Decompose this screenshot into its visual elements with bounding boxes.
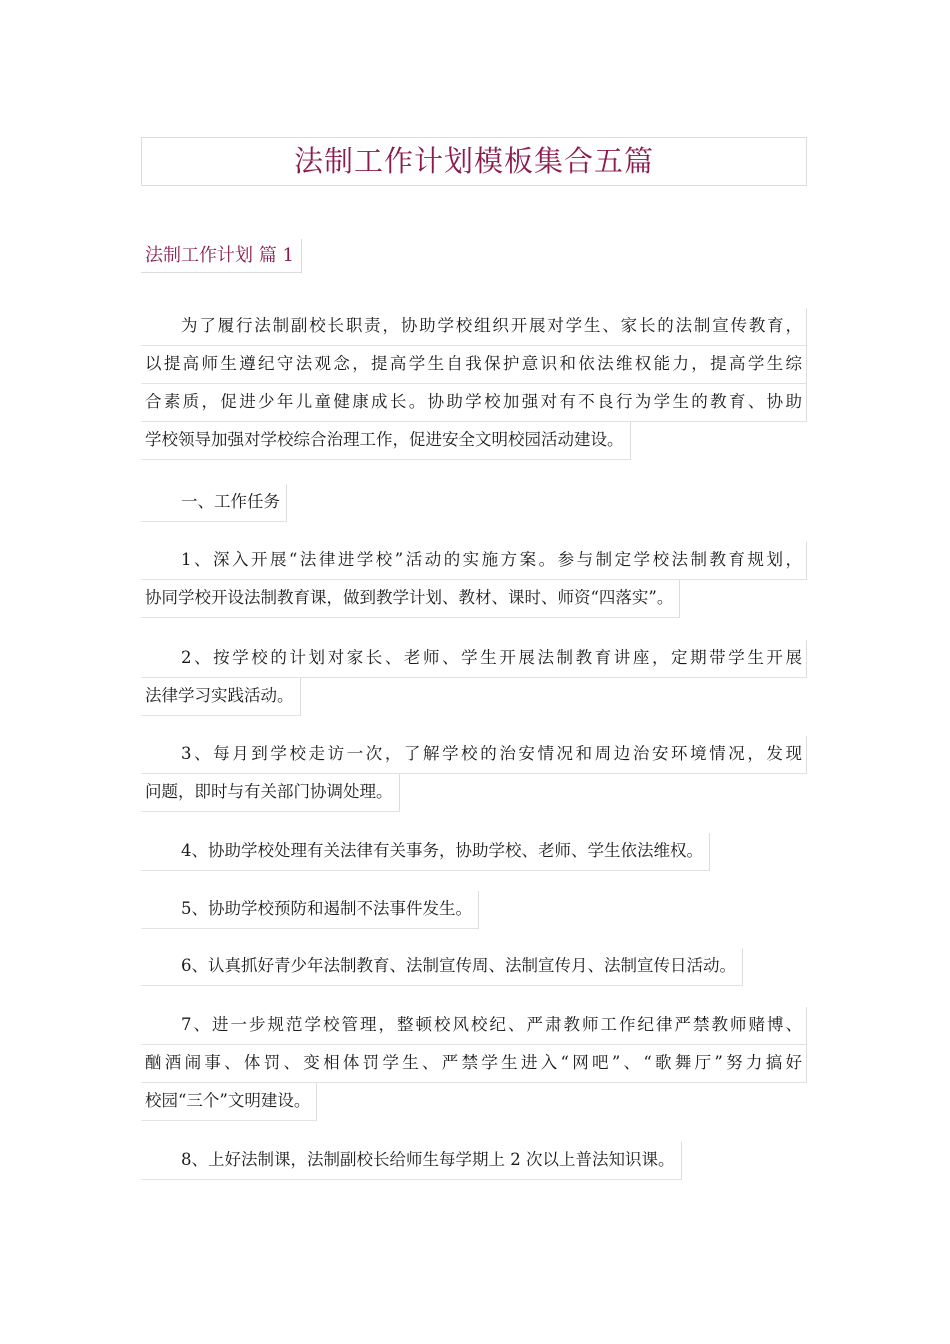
task-heading: 一、工作任务 bbox=[141, 484, 287, 522]
task-item-1 bbox=[141, 542, 807, 618]
paragraph-line: 合素质，促进少年儿童健康成长。协助学校加强对有不良行为学生的教育、协助 bbox=[141, 384, 807, 422]
paragraph-line: 1、深入开展“法律进学校”活动的实施方案。参与制定学校法制教育规划， bbox=[141, 542, 807, 580]
paragraph-line: 法律学习实践活动。 bbox=[141, 678, 301, 716]
paragraph-line: 5、协助学校预防和遏制不法事件发生。 bbox=[141, 891, 479, 929]
task-item-4 bbox=[141, 833, 710, 871]
paragraph-line: 学校领导加强对学校综合治理工作，促进安全文明校园活动建设。 bbox=[141, 422, 631, 460]
paragraph-line: 3、每月到学校走访一次，了解学校的治安情况和周边治安环境情况，发现 bbox=[141, 736, 807, 774]
intro-paragraph bbox=[141, 308, 807, 460]
paragraph-line: 以提高师生遵纪守法观念，提高学生自我保护意识和依法维权能力，提高学生综 bbox=[141, 346, 807, 384]
paragraph-line: 2、按学校的计划对家长、老师、学生开展法制教育讲座，定期带学生开展 bbox=[141, 640, 807, 678]
paragraph-line: 8、上好法制课，法制副校长给师生每学期上 2 次以上普法知识课。 bbox=[141, 1142, 682, 1180]
paragraph-line: 为了履行法制副校长职责，协助学校组织开展对学生、家长的法制宣传教育， bbox=[141, 308, 807, 346]
task-item-6 bbox=[141, 948, 743, 986]
paragraph-line: 问题，即时与有关部门协调处理。 bbox=[141, 774, 400, 812]
paragraph-line: 校园“三个”文明建设。 bbox=[141, 1083, 317, 1121]
task-heading-block bbox=[141, 484, 287, 522]
title-box bbox=[141, 137, 807, 186]
paragraph-line: 6、认真抓好青少年法制教育、法制宣传周、法制宣传月、法制宣传日活动。 bbox=[141, 948, 743, 986]
task-item-8 bbox=[141, 1142, 682, 1180]
task-item-7 bbox=[141, 1007, 807, 1121]
task-item-2 bbox=[141, 640, 807, 716]
section-heading: 法制工作计划 篇 1 bbox=[141, 239, 302, 273]
document-title: 法制工作计划模板集合五篇 bbox=[293, 144, 654, 178]
paragraph-line: 4、协助学校处理有关法律有关事务，协助学校、老师、学生依法维权。 bbox=[141, 833, 710, 871]
paragraph-line: 7、进一步规范学校管理，整顿校风校纪、严肃教师工作纪律严禁教师赌博、 bbox=[141, 1007, 807, 1045]
task-item-3 bbox=[141, 736, 807, 812]
paragraph-line: 酗酒闹事、体罚、变相体罚学生、严禁学生进入“网吧”、“歌舞厅”努力搞好 bbox=[141, 1045, 807, 1083]
task-item-5 bbox=[141, 891, 479, 929]
paragraph-line: 协同学校开设法制教育课，做到教学计划、教材、课时、师资“四落实”。 bbox=[141, 580, 680, 618]
